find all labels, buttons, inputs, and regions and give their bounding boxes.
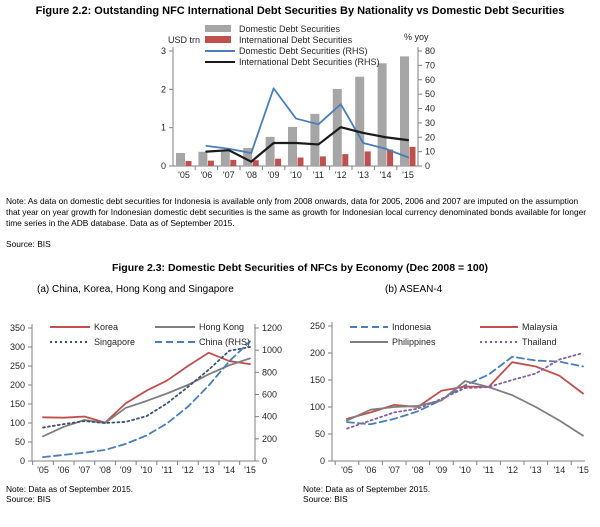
- svg-text:'14: '14: [553, 465, 566, 475]
- svg-text:'14: '14: [223, 465, 236, 475]
- svg-text:International Debt Securities: International Debt Securities (RHS): [239, 57, 380, 67]
- legend-item: [350, 322, 431, 332]
- svg-text:300: 300: [9, 342, 25, 352]
- svg-text:Thailand: Thailand: [522, 337, 557, 347]
- svg-text:10: 10: [425, 146, 436, 157]
- svg-text:'09: '09: [119, 465, 132, 475]
- svg-text:'06: '06: [364, 465, 377, 475]
- svg-text:'07: '07: [78, 465, 91, 475]
- svg-text:'06: '06: [200, 170, 213, 180]
- svg-text:1: 1: [160, 122, 166, 133]
- svg-text:'05: '05: [341, 465, 353, 475]
- panel-a-subtitle: (a) China, Korea, Hong Kong and Singapore: [37, 284, 234, 295]
- svg-text:'05: '05: [178, 170, 190, 180]
- line-series: [43, 341, 250, 457]
- svg-text:Singapore: Singapore: [94, 337, 136, 347]
- svg-text:'08: '08: [411, 465, 424, 475]
- legend-item: [205, 24, 341, 34]
- svg-text:% yoy: % yoy: [404, 32, 429, 42]
- svg-text:'08: '08: [99, 465, 111, 475]
- figure22-source: Source: BIS: [6, 239, 51, 249]
- panel-b-note: Note: Data as of September 2015.: [303, 484, 431, 494]
- svg-text:0: 0: [319, 456, 325, 466]
- line-series: [43, 347, 250, 428]
- svg-text:150: 150: [9, 399, 25, 409]
- figure22-title: Figure 2.2: Outstanding NFC International Debt Securities By Nationality vs Domestic Debt Securities: [35, 5, 565, 17]
- panel-a-note: Note: Data as of September 2015.: [6, 484, 134, 494]
- svg-text:'15: '15: [244, 465, 256, 475]
- svg-text:'11: '11: [161, 465, 173, 475]
- svg-text:'08: '08: [245, 170, 258, 180]
- legend-item: [350, 337, 436, 347]
- svg-text:'06: '06: [57, 465, 70, 475]
- svg-text:0: 0: [262, 456, 268, 466]
- svg-text:'10: '10: [140, 465, 153, 475]
- svg-text:China (RHS): China (RHS): [199, 337, 251, 347]
- legend-item: [155, 322, 244, 332]
- svg-text:'14: '14: [379, 170, 392, 180]
- svg-text:150: 150: [309, 375, 325, 385]
- svg-text:200: 200: [9, 380, 25, 390]
- svg-text:'13: '13: [357, 170, 370, 180]
- svg-text:2: 2: [160, 84, 166, 95]
- svg-text:Korea: Korea: [94, 322, 119, 332]
- svg-text:'12: '12: [182, 465, 194, 475]
- svg-text:'07: '07: [222, 170, 235, 180]
- svg-text:'11: '11: [483, 465, 495, 475]
- svg-text:3: 3: [160, 46, 166, 56]
- legend-item: [480, 322, 558, 332]
- figure23-title: Figure 2.3: Domestic Debt Securities of NFCs by Economy (Dec 2008 = 100): [111, 262, 489, 274]
- legend-item: [205, 46, 368, 56]
- panel-a-chart: [0, 313, 300, 489]
- svg-text:30: 30: [425, 117, 436, 128]
- svg-text:'15: '15: [577, 465, 589, 475]
- svg-text:'10: '10: [290, 170, 302, 180]
- panel-b-source: Source: BIS: [303, 494, 348, 504]
- line-series: [347, 362, 583, 419]
- svg-text:'11: '11: [312, 170, 324, 180]
- legend-item: [50, 337, 135, 347]
- panel-a-source: Source: BIS: [6, 494, 51, 504]
- svg-text:350: 350: [9, 323, 25, 333]
- line-series: [43, 358, 250, 436]
- svg-text:40: 40: [425, 103, 436, 114]
- svg-text:100: 100: [9, 418, 25, 428]
- legend-item: [155, 337, 250, 347]
- svg-text:0: 0: [19, 456, 25, 466]
- svg-text:Domestic Debt Securities: Domestic Debt Securities: [239, 24, 341, 34]
- line-series: [43, 353, 250, 423]
- svg-text:50: 50: [314, 429, 325, 439]
- svg-text:'13: '13: [202, 465, 215, 475]
- svg-text:1000: 1000: [262, 345, 283, 356]
- svg-text:Philippines: Philippines: [392, 337, 436, 347]
- svg-text:60: 60: [425, 74, 436, 85]
- panel-b-subtitle: (b) ASEAN-4: [385, 284, 443, 295]
- svg-text:50: 50: [425, 89, 436, 100]
- svg-text:250: 250: [309, 321, 325, 331]
- svg-text:200: 200: [309, 348, 325, 358]
- svg-text:0: 0: [160, 161, 166, 171]
- bar-series: [176, 56, 409, 166]
- svg-text:600: 600: [262, 389, 278, 400]
- svg-text:'09: '09: [435, 465, 448, 475]
- svg-text:'05: '05: [37, 465, 49, 475]
- svg-text:Hong Kong: Hong Kong: [199, 322, 245, 332]
- svg-text:1200: 1200: [262, 323, 283, 333]
- panel-b-chart: [300, 313, 600, 489]
- line-series: [347, 381, 583, 436]
- svg-text:'13: '13: [529, 465, 542, 475]
- svg-text:70: 70: [425, 60, 436, 71]
- svg-text:USD trn: USD trn: [167, 35, 200, 45]
- svg-text:'09: '09: [267, 170, 280, 180]
- svg-text:50: 50: [14, 437, 25, 447]
- svg-text:'10: '10: [459, 465, 471, 475]
- svg-text:200: 200: [262, 433, 278, 444]
- svg-text:80: 80: [425, 46, 436, 56]
- svg-text:'12: '12: [506, 465, 519, 475]
- line-series: [347, 353, 583, 429]
- svg-text:Indonesia: Indonesia: [392, 322, 432, 332]
- svg-text:'12: '12: [334, 170, 347, 180]
- svg-text:800: 800: [262, 367, 278, 378]
- svg-text:20: 20: [425, 132, 436, 143]
- svg-text:250: 250: [9, 361, 25, 371]
- legend-item: [480, 337, 557, 347]
- svg-text:'07: '07: [388, 465, 401, 475]
- svg-text:0: 0: [425, 161, 431, 171]
- svg-text:400: 400: [262, 411, 278, 422]
- figure22-chart: [0, 22, 600, 190]
- svg-text:International Debt Securities: International Debt Securities: [239, 35, 353, 45]
- legend-item: [205, 35, 353, 45]
- svg-text:Domestic Debt Securities (RHS): Domestic Debt Securities (RHS): [239, 46, 368, 56]
- figure22-note: Note: As data on domestic debt securities for Indonesia is available only from 2008 onwards, data for 2005, 2006 and 2007 are imputed on the assumption that year on year growth for Indonesian domestic debt securities is the same as growth for Indonesian local currency denominated bonds available for longer time series in the ADB database. Data as of September 2015.: [6, 196, 587, 228]
- svg-text:100: 100: [309, 402, 325, 412]
- svg-text:'15: '15: [402, 170, 414, 180]
- legend-item: [50, 322, 118, 332]
- legend-item: [205, 57, 380, 67]
- svg-text:Malaysia: Malaysia: [522, 322, 558, 332]
